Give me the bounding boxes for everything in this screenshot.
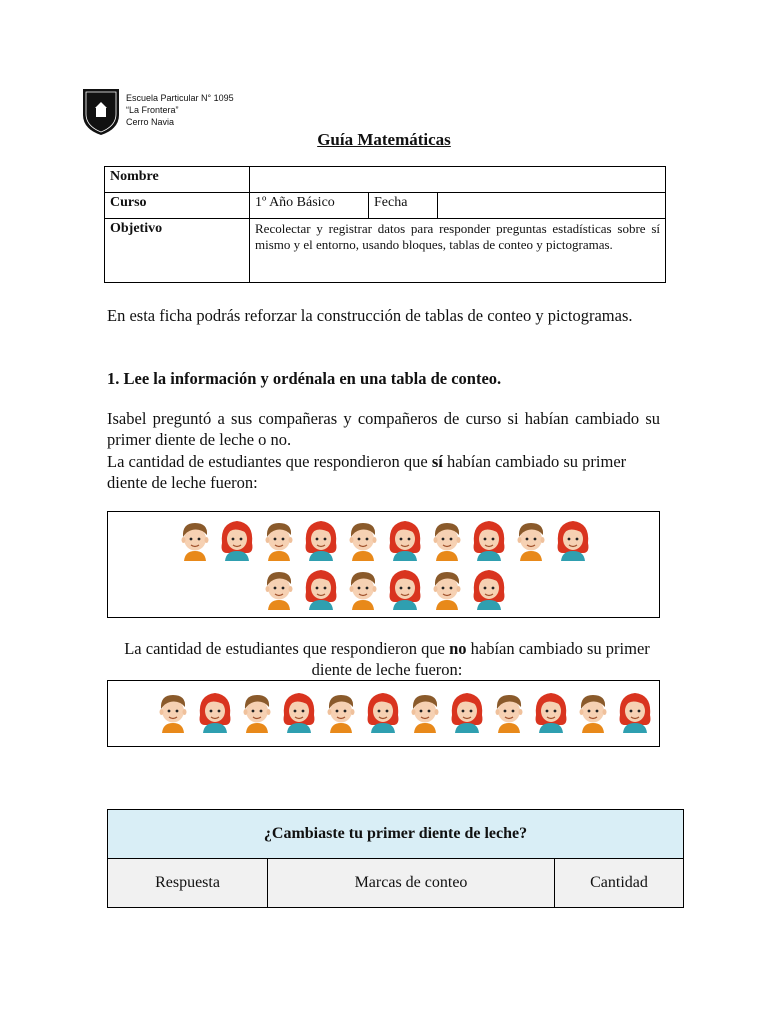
yes-prompt [107,451,660,493]
col-respuesta: Respuesta [108,859,268,908]
objetivo-label: Objetivo [105,219,250,283]
tally-table-title: ¿Cambiaste tu primer diente de leche? [108,810,684,859]
girl-icon [446,689,488,735]
school-name: Escuela Particular N° 1095 [126,93,234,103]
nombre-label: Nombre [105,167,250,193]
col-marcas: Marcas de conteo [268,859,555,908]
girl-icon [194,689,236,735]
school-location: Cerro Navia [126,117,175,127]
boy-icon [572,689,614,735]
no-prompt [107,638,667,680]
yes-row-2 [258,566,510,612]
nombre-field[interactable] [250,167,666,193]
school-info [126,92,234,128]
yes-word: sí [431,452,443,471]
objetivo-value: Recolectar y registrar datos para responder preguntas estadísticas sobre sí mismo y el entorno, usando bloques, tablas de conteo y pictogramas. [250,219,666,283]
no-row-1 [152,689,656,735]
boy-icon [342,566,384,612]
story-text: Isabel preguntó a sus compañeras y compañeros de curso si habían cambiado su primer diente de leche o no. [107,409,660,449]
boy-icon [426,566,468,612]
girl-icon [300,566,342,612]
girl-icon [552,517,594,563]
boy-icon [404,689,446,735]
yes-students-box [107,511,660,618]
girl-icon [468,517,510,563]
girl-icon [614,689,656,735]
student-info-table [104,166,666,283]
question-1: 1. Lee la información y ordénala en una tabla de conteo. [107,369,502,388]
boy-icon [258,566,300,612]
boy-icon [510,517,552,563]
girl-icon [468,566,510,612]
boy-icon [320,689,362,735]
school-quote: “La Frontera” [126,105,179,115]
boy-icon [152,689,194,735]
no-prompt-after: habían cambiado su primer diente de leche fueron: [311,639,650,679]
fecha-label: Fecha [369,193,438,219]
no-students-box [107,680,660,747]
boy-icon [236,689,278,735]
curso-label: Curso [105,193,250,219]
yes-row-1 [174,517,594,563]
yes-prompt-after: habían cambiado su primer diente de leche fueron: [107,452,627,492]
girl-icon [384,517,426,563]
page-title: Guía Matemáticas [317,130,451,149]
boy-icon [426,517,468,563]
boy-icon [342,517,384,563]
no-word: no [449,639,467,658]
boy-icon [174,517,216,563]
girl-icon [362,689,404,735]
girl-icon [384,566,426,612]
intro-text: En esta ficha podrás reforzar la construcción de tablas de conteo y pictogramas. [107,306,633,325]
col-cantidad: Cantidad [555,859,684,908]
fecha-field[interactable] [438,193,666,219]
girl-icon [530,689,572,735]
no-prompt-before: La cantidad de estudiantes que respondieron que [124,639,450,658]
boy-icon [488,689,530,735]
curso-value: 1º Año Básico [250,193,369,219]
tally-table [107,809,684,908]
yes-prompt-before: La cantidad de estudiantes que respondieron que [107,452,432,471]
girl-icon [216,517,258,563]
girl-icon [278,689,320,735]
boy-icon [258,517,300,563]
girl-icon [300,517,342,563]
